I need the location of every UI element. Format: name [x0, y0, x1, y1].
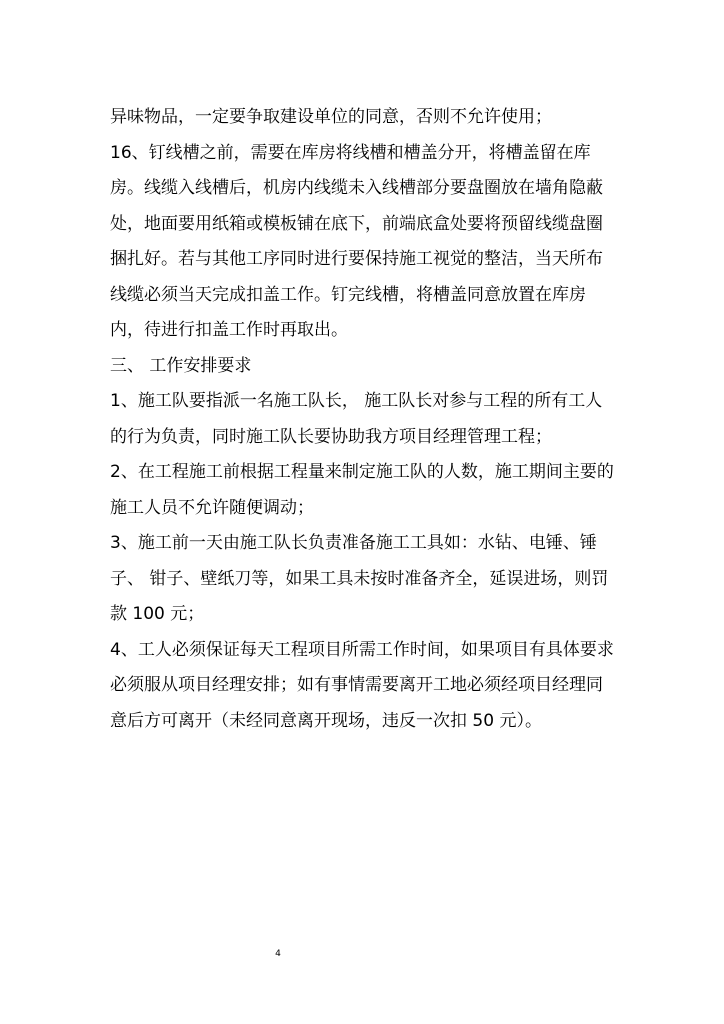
text-line: 的行为负责，同时施工队长要协助我方项目经理管理工程；	[110, 426, 552, 447]
text-line: 线缆必须当天完成扣盖工作。钉完线槽，将槽盖同意放置在库房	[110, 284, 586, 305]
text-line: 施工人员不允许随便调动；	[110, 497, 314, 518]
body-text	[110, 100, 620, 739]
text-line: 4、工人必须保证每天工程项目所需工作时间，如果项目有具体要求	[110, 639, 614, 660]
text-line: 1、施工队要指派一名施工队长， 施工队长对参与工程的所有工人	[110, 391, 603, 411]
text-line: 16、钉线槽之前，需要在库房将线槽和槽盖分开，将槽盖留在库	[110, 142, 591, 163]
page-number: 4	[275, 949, 281, 959]
section-heading: 三、 工作安排要求	[110, 355, 252, 376]
text-line: 子、 钳子、壁纸刀等，如果工具未按时准备齐全，延误进场，则罚	[110, 568, 609, 589]
text-line: 2、在工程施工前根据工程量来制定施工队的人数，施工期间主要的	[110, 462, 614, 482]
text-line: 处，地面要用纸箱或模板铺在底下，前端底盒处要将预留线缆盘圈	[110, 213, 603, 234]
text-line: 捆扎好。若与其他工序同时进行要保持施工视觉的整洁，当天所布	[110, 249, 603, 269]
text-line: 内，待进行扣盖工作时再取出。	[110, 320, 348, 340]
text-line: 异味物品，一定要争取建设单位的同意，否则不允许使用；	[110, 107, 552, 127]
text-line: 意后方可离开（未经同意离开现场，违反一次扣 50 元）。	[110, 710, 542, 731]
text-line: 必须服从项目经理安排；如有事情需要离开工地必须经项目经理同	[110, 675, 603, 695]
text-line: 款 100 元；	[110, 604, 205, 624]
text-line: 房。线缆入线槽后，机房内线缆未入线槽部分要盘圈放在墙角隐蔽	[110, 178, 603, 198]
text-line: 3、施工前一天由施工队长负责准备施工工具如：水钻、电锤、锤	[110, 533, 597, 553]
